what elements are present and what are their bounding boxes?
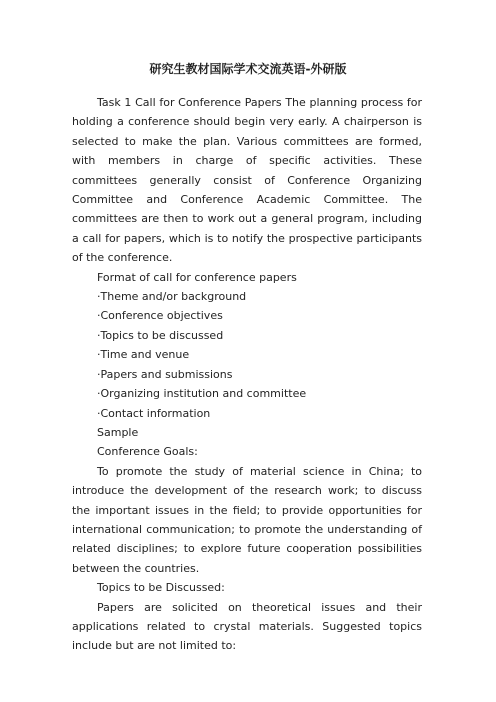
document-title: 研究生教材国际学术交流英语-外研版: [149, 62, 347, 76]
topics-paragraph: Papers are solicited on theoretical issues and their applications related to crystal materials. Suggested topics include but are not limited to:: [72, 600, 422, 653]
goals-heading: Conference Goals:: [97, 445, 198, 459]
sample-label: Sample: [97, 425, 139, 439]
format-item: ·Time and venue: [97, 348, 190, 362]
goals-paragraph: To promote the study of material science in China; to introduce the development of the research work; to discuss the important issues in the field; to provide opportunities for international communication; to promote the understanding of related disciplines; to explore future cooperation possibilities between the countries.: [72, 464, 422, 575]
document-body: [72, 93, 422, 656]
intro-paragraph: Task 1 Call for Conference Papers The planning process for holding a conference should begin very early. A chairperson is selected to make the plan. Various committees are formed, with members in charge of specific activities. These committees generally consist of Conference Organizing Committee and Conference Academic Committee. The committees are then to work out a general program, including a call for papers, which is to notify the prospective participants of the conference.: [72, 96, 422, 265]
format-item: ·Theme and/or background: [97, 290, 247, 304]
format-item: ·Topics to be discussed: [97, 328, 224, 342]
topics-heading: Topics to be Discussed:: [97, 581, 225, 595]
format-item: ·Contact information: [97, 406, 211, 420]
format-heading: Format of call for conference papers: [97, 270, 297, 284]
format-item: ·Conference objectives: [97, 309, 223, 323]
format-item: ·Papers and submissions: [97, 367, 233, 381]
format-item: ·Organizing institution and committee: [97, 387, 307, 401]
